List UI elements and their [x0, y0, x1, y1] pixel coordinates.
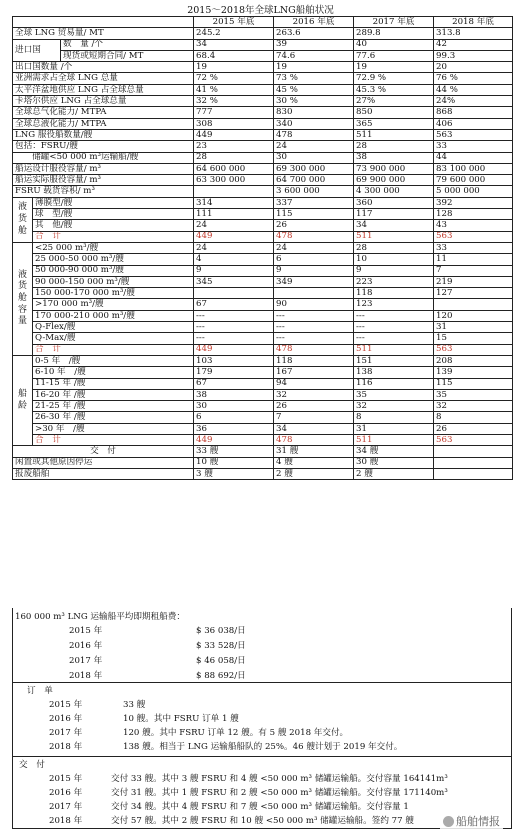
- table-row: [13, 276, 513, 287]
- header-cell: 2017 年底: [354, 17, 434, 28]
- row-label: 闲置或其他原因停运: [13, 457, 194, 468]
- value-cell: 118: [274, 355, 354, 366]
- value-cell: 31 艘: [274, 446, 354, 457]
- order-year: 2015 年: [49, 700, 83, 710]
- value-cell: 116: [354, 378, 434, 389]
- value-cell: 263.6: [274, 28, 354, 39]
- deliveries-section: [12, 756, 512, 829]
- value-cell: 24: [274, 242, 354, 253]
- value-cell: 67: [194, 378, 274, 389]
- value-cell: 9: [274, 265, 354, 276]
- value-cell: 34: [274, 423, 354, 434]
- value-cell: 32: [274, 389, 354, 400]
- row-label: 卡塔尔供应 LNG 占全球总量: [13, 96, 194, 107]
- value-cell: 26: [274, 220, 354, 231]
- value-cell: 34: [194, 39, 274, 50]
- value-cell: 40: [354, 39, 434, 50]
- value-cell: 34 艘: [354, 446, 434, 457]
- row-label: Q-Flex/艘: [33, 322, 194, 333]
- row-label: 16-20 年 /艘: [33, 389, 194, 400]
- value-cell: 19: [274, 62, 354, 73]
- row-label: 6-10 年 /艘: [33, 367, 194, 378]
- row-label: Q-Max/艘: [33, 333, 194, 344]
- order-text: 138 艘。相当于 LNG 运输船船队的 25%。46 艘计划于 2019 年交付。: [123, 742, 403, 752]
- value-cell: 28: [354, 242, 434, 253]
- value-cell: 511: [354, 231, 434, 242]
- table-row: [13, 62, 513, 73]
- value-cell: 308: [194, 118, 274, 129]
- value-cell: 42: [434, 39, 513, 50]
- value-cell: 511: [354, 129, 434, 140]
- value-cell: 449: [194, 129, 274, 140]
- row-label: <25 000 m³/艘: [33, 242, 194, 253]
- row-label: 船运实际服役容量/ m³: [13, 175, 194, 186]
- value-cell: 3 艘: [194, 468, 274, 479]
- value-cell: 7: [274, 412, 354, 423]
- value-cell: 3 600 000: [274, 186, 354, 197]
- row-label: 全球 LNG 贸易量/ MT: [13, 28, 194, 39]
- header-cell: 2018 年底: [434, 17, 513, 28]
- value-cell: 69 300 000: [274, 163, 354, 174]
- value-cell: 83 100 000: [434, 163, 513, 174]
- value-cell: 24: [274, 141, 354, 152]
- value-cell: 511: [354, 434, 434, 445]
- value-cell: ---: [274, 333, 354, 344]
- cargo-hold-group-label: 液 货 舱: [13, 197, 33, 242]
- value-cell: 35: [434, 389, 513, 400]
- row-label: 150 000-170 000 m³/艘: [33, 288, 194, 299]
- ship-age-group-label: 船 龄: [13, 355, 33, 445]
- value-cell: ---: [354, 310, 434, 321]
- value-cell: 128: [434, 209, 513, 220]
- table-row: [13, 163, 513, 174]
- rates-heading: 160 000 m³ LNG 运输船平均即期租船费：: [15, 612, 185, 622]
- value-cell: 139: [434, 367, 513, 378]
- table-row: [13, 299, 513, 310]
- value-cell: [434, 299, 513, 310]
- value-cell: 28: [194, 152, 274, 163]
- value-cell: 31: [354, 423, 434, 434]
- order-year: 2018 年: [49, 742, 83, 752]
- row-label: 11-15 年 /艘: [33, 378, 194, 389]
- rate-value: $ 88 692/日: [196, 671, 246, 681]
- value-cell: 289.8: [354, 28, 434, 39]
- value-cell: 340: [274, 118, 354, 129]
- value-cell: 4: [194, 254, 274, 265]
- value-cell: 69 900 000: [354, 175, 434, 186]
- row-label: 太平洋盆地供应 LNG 占全球总量: [13, 84, 194, 95]
- row-label: >170 000 m³/艘: [33, 299, 194, 310]
- value-cell: 118: [354, 288, 434, 299]
- table-row: [13, 50, 513, 61]
- value-cell: 26: [274, 401, 354, 412]
- value-cell: 28: [354, 141, 434, 152]
- value-cell: 32 %: [194, 96, 274, 107]
- value-cell: 563: [434, 129, 513, 140]
- table-row: [13, 423, 513, 434]
- deliveries-heading: 交 付: [19, 760, 45, 770]
- table-row: [13, 265, 513, 276]
- rate-value: $ 36 038/日: [196, 626, 246, 636]
- value-cell: 392: [434, 197, 513, 208]
- value-cell: ---: [194, 333, 274, 344]
- value-cell: 365: [354, 118, 434, 129]
- value-cell: 99.3: [434, 50, 513, 61]
- value-cell: 24: [194, 220, 274, 231]
- row-label: 出口国数量 /个: [13, 62, 194, 73]
- row-label: 其 他/艘: [33, 220, 194, 231]
- rate-year: 2018 年: [69, 671, 103, 681]
- page-title: 2015～2018年全球LNG船舶状况: [187, 5, 334, 16]
- row-label: 26-30 年 /艘: [33, 412, 194, 423]
- watermark-text: 船舶情报: [456, 815, 500, 828]
- value-cell: 115: [434, 378, 513, 389]
- row-label: >30 年 /艘: [33, 423, 194, 434]
- value-cell: 23: [194, 141, 274, 152]
- value-cell: 30: [274, 152, 354, 163]
- value-cell: 73 %: [274, 73, 354, 84]
- row-label: 进口国: [13, 39, 61, 62]
- value-cell: 223: [354, 276, 434, 287]
- value-cell: 4 300 000: [354, 186, 434, 197]
- value-cell: 478: [274, 344, 354, 355]
- value-cell: 79 600 000: [434, 175, 513, 186]
- value-cell: 449: [194, 344, 274, 355]
- table-row: [13, 367, 513, 378]
- charter-rate-section: [12, 608, 512, 683]
- value-cell: 32: [354, 401, 434, 412]
- value-cell: 349: [274, 276, 354, 287]
- row-label: 包括：FSRU/艘: [13, 141, 194, 152]
- row-label: 合 计: [33, 434, 194, 445]
- table-row: [13, 254, 513, 265]
- value-cell: 245.2: [194, 28, 274, 39]
- lng-ship-table: [12, 16, 513, 480]
- table-row: [13, 107, 513, 118]
- table-row: [13, 141, 513, 152]
- value-cell: 44 %: [434, 84, 513, 95]
- value-cell: 26: [434, 423, 513, 434]
- value-cell: 5 000 000: [434, 186, 513, 197]
- value-cell: 36: [194, 423, 274, 434]
- value-cell: 9: [194, 265, 274, 276]
- value-cell: 777: [194, 107, 274, 118]
- delivery-year: 2018 年: [49, 816, 83, 826]
- row-label: 全球总气化能力/ MTPA: [13, 107, 194, 118]
- table-row: [13, 457, 513, 468]
- value-cell: 478: [274, 129, 354, 140]
- value-cell: 563: [434, 344, 513, 355]
- value-cell: 45 %: [274, 84, 354, 95]
- value-cell: 123: [354, 299, 434, 310]
- value-cell: 2 艘: [354, 468, 434, 479]
- table-row: [13, 118, 513, 129]
- value-cell: 94: [274, 378, 354, 389]
- value-cell: 33: [434, 141, 513, 152]
- order-text: 10 艘。其中 FSRU 订单 1 艘: [123, 714, 239, 724]
- value-cell: 15: [434, 333, 513, 344]
- value-cell: 511: [354, 344, 434, 355]
- delivery-text: 交付 31 艘。其中 1 艘 FSRU 和 2 艘 <50 000 m³ 储罐运输船。交付容量 171140m³: [111, 788, 448, 798]
- value-cell: 151: [354, 355, 434, 366]
- table-row: [13, 389, 513, 400]
- row-label: 报废船舶: [13, 468, 194, 479]
- value-cell: 406: [434, 118, 513, 129]
- header-cell: [13, 17, 194, 28]
- value-cell: [274, 288, 354, 299]
- row-label: 合 计: [33, 344, 194, 355]
- value-cell: 30 艘: [354, 457, 434, 468]
- value-cell: 31: [434, 322, 513, 333]
- row-sublabel: 现货或短期合同/ MT: [61, 50, 194, 61]
- row-label: 薄膜型/艘: [33, 197, 194, 208]
- value-cell: [434, 468, 513, 479]
- table-row: [13, 446, 513, 457]
- value-cell: 77.6: [354, 50, 434, 61]
- delivery-text: 交付 33 艘。其中 3 艘 FSRU 和 4 艘 <50 000 m³ 储罐运输船。交付容量 164141m³: [111, 774, 448, 784]
- table-row: [13, 39, 513, 50]
- row-label: 亚洲需求占全球 LNG 总量: [13, 73, 194, 84]
- watermark: [440, 812, 503, 830]
- rate-year: 2015 年: [69, 626, 103, 636]
- value-cell: 478: [274, 231, 354, 242]
- delivery-year: 2016 年: [49, 788, 83, 798]
- capacity-group-label: 液 货 舱 容 量: [13, 242, 33, 355]
- value-cell: ---: [274, 310, 354, 321]
- value-cell: 127: [434, 288, 513, 299]
- value-cell: 90: [274, 299, 354, 310]
- value-cell: 6: [194, 412, 274, 423]
- value-cell: 167: [274, 367, 354, 378]
- table-row: [13, 355, 513, 366]
- value-cell: 120: [434, 310, 513, 321]
- value-cell: 44: [434, 152, 513, 163]
- value-cell: 4 艘: [274, 457, 354, 468]
- table-row: [13, 231, 513, 242]
- delivery-text: 交付 34 艘。其中 4 艘 FSRU 和 7 艘 <50 000 m³ 储罐运输船。交付容量 1: [111, 802, 409, 812]
- table-row: [13, 468, 513, 479]
- value-cell: 19: [194, 62, 274, 73]
- value-cell: 68.4: [194, 50, 274, 61]
- row-label: 21-25 年 /艘: [33, 401, 194, 412]
- value-cell: 313.8: [434, 28, 513, 39]
- table-row: [13, 412, 513, 423]
- value-cell: 34: [354, 220, 434, 231]
- value-cell: 219: [434, 276, 513, 287]
- order-text: 33 艘: [123, 700, 146, 710]
- value-cell: 449: [194, 231, 274, 242]
- value-cell: 103: [194, 355, 274, 366]
- value-cell: 10 艘: [194, 457, 274, 468]
- rate-value: $ 33 528/日: [196, 641, 246, 651]
- table-row: [13, 344, 513, 355]
- row-label: 储罐<50 000 m³运输船/艘: [13, 152, 194, 163]
- wechat-logo-icon: [443, 816, 454, 827]
- row-label: 50 000-90 000 m³/艘: [33, 265, 194, 276]
- table-row: [13, 186, 513, 197]
- value-cell: 74.6: [274, 50, 354, 61]
- value-cell: 360: [354, 197, 434, 208]
- table-row: [13, 378, 513, 389]
- value-cell: 563: [434, 231, 513, 242]
- table-row: [13, 333, 513, 344]
- row-label: 合 计: [33, 231, 194, 242]
- value-cell: ---: [194, 310, 274, 321]
- value-cell: 64 700 000: [274, 175, 354, 186]
- rate-year: 2016 年: [69, 641, 103, 651]
- value-cell: ---: [354, 333, 434, 344]
- row-label: LNG 服役船数量/艘: [13, 129, 194, 140]
- value-cell: 45.3 %: [354, 84, 434, 95]
- table-row: [13, 28, 513, 39]
- table-row: [13, 96, 513, 107]
- table-row: [13, 288, 513, 299]
- header-cell: 2016 年底: [274, 17, 354, 28]
- value-cell: ---: [354, 322, 434, 333]
- row-label: 25 000-50 000 m³/艘: [33, 254, 194, 265]
- value-cell: [194, 186, 274, 197]
- value-cell: 67: [194, 299, 274, 310]
- value-cell: 24%: [434, 96, 513, 107]
- row-label: 170 000-210 000 m³/艘: [33, 310, 194, 321]
- value-cell: 138: [354, 367, 434, 378]
- value-cell: 24: [194, 242, 274, 253]
- value-cell: 10: [354, 254, 434, 265]
- value-cell: 563: [434, 434, 513, 445]
- value-cell: 33: [434, 242, 513, 253]
- value-cell: 38: [354, 152, 434, 163]
- value-cell: 41 %: [194, 84, 274, 95]
- value-cell: 345: [194, 276, 274, 287]
- value-cell: 117: [354, 209, 434, 220]
- value-cell: 72 %: [194, 73, 274, 84]
- table-row: [13, 152, 513, 163]
- table-row: [13, 220, 513, 231]
- value-cell: 35: [354, 389, 434, 400]
- header-cell: 2015 年底: [194, 17, 274, 28]
- order-year: 2017 年: [49, 728, 83, 738]
- value-cell: [434, 457, 513, 468]
- table-row: [13, 73, 513, 84]
- delivery-year: 2017 年: [49, 802, 83, 812]
- table-row: [13, 129, 513, 140]
- order-year: 2016 年: [49, 714, 83, 724]
- value-cell: 27%: [354, 96, 434, 107]
- value-cell: 208: [434, 355, 513, 366]
- table-row: [13, 310, 513, 321]
- delivery-text: 交付 57 艘。其中 2 艘 FSRU 和 10 艘 <50 000 m³ 储罐运输船。签约 77 艘: [111, 816, 414, 826]
- value-cell: 449: [194, 434, 274, 445]
- value-cell: [434, 446, 513, 457]
- row-label: 90 000-150 000 m³/艘: [33, 276, 194, 287]
- table-row: [13, 401, 513, 412]
- row-label: 0-5 年 /艘: [33, 355, 194, 366]
- value-cell: 6: [274, 254, 354, 265]
- value-cell: [194, 288, 274, 299]
- value-cell: 2 艘: [274, 468, 354, 479]
- value-cell: 19: [354, 62, 434, 73]
- value-cell: 33 艘: [194, 446, 274, 457]
- value-cell: 30 %: [274, 96, 354, 107]
- row-label: 船运设计服役容量/ m³: [13, 163, 194, 174]
- value-cell: ---: [194, 322, 274, 333]
- value-cell: 11: [434, 254, 513, 265]
- value-cell: 111: [194, 209, 274, 220]
- value-cell: 38: [194, 389, 274, 400]
- rate-value: $ 46 058/日: [196, 656, 246, 666]
- value-cell: 39: [274, 39, 354, 50]
- value-cell: 314: [194, 197, 274, 208]
- rate-year: 2017 年: [69, 656, 103, 666]
- row-label: 全球总液化能力/ MTPA: [13, 118, 194, 129]
- value-cell: 115: [274, 209, 354, 220]
- value-cell: 7: [434, 265, 513, 276]
- value-cell: 73 900 000: [354, 163, 434, 174]
- value-cell: 337: [274, 197, 354, 208]
- value-cell: 76 %: [434, 73, 513, 84]
- value-cell: 850: [354, 107, 434, 118]
- row-label: 交 付: [13, 446, 194, 457]
- value-cell: 30: [194, 401, 274, 412]
- table-row: [13, 322, 513, 333]
- value-cell: 20: [434, 62, 513, 73]
- value-cell: 72.9 %: [354, 73, 434, 84]
- delivery-year: 2015 年: [49, 774, 83, 784]
- value-cell: 63 300 000: [194, 175, 274, 186]
- value-cell: 179: [194, 367, 274, 378]
- row-sublabel: 数 量 /个: [61, 39, 194, 50]
- value-cell: 8: [354, 412, 434, 423]
- row-label: 球 型/艘: [33, 209, 194, 220]
- table-row: [13, 209, 513, 220]
- value-cell: 868: [434, 107, 513, 118]
- table-row: [13, 242, 513, 253]
- order-text: 120 艘。其中 FSRU 订单 12 艘。有 5 艘 2018 年交付。: [123, 728, 349, 738]
- table-header-row: [13, 17, 513, 28]
- value-cell: 32: [434, 401, 513, 412]
- table-row: [13, 434, 513, 445]
- value-cell: 64 600 000: [194, 163, 274, 174]
- table-row: [13, 84, 513, 95]
- row-label: FSRU 载货容积/ m³: [13, 186, 194, 197]
- value-cell: 9: [354, 265, 434, 276]
- value-cell: ---: [274, 322, 354, 333]
- table-row: [13, 175, 513, 186]
- value-cell: 8: [434, 412, 513, 423]
- value-cell: 478: [274, 434, 354, 445]
- value-cell: 830: [274, 107, 354, 118]
- orders-heading: 订 单: [27, 686, 53, 696]
- value-cell: 43: [434, 220, 513, 231]
- table-row: [13, 197, 513, 208]
- orders-section: [12, 682, 512, 757]
